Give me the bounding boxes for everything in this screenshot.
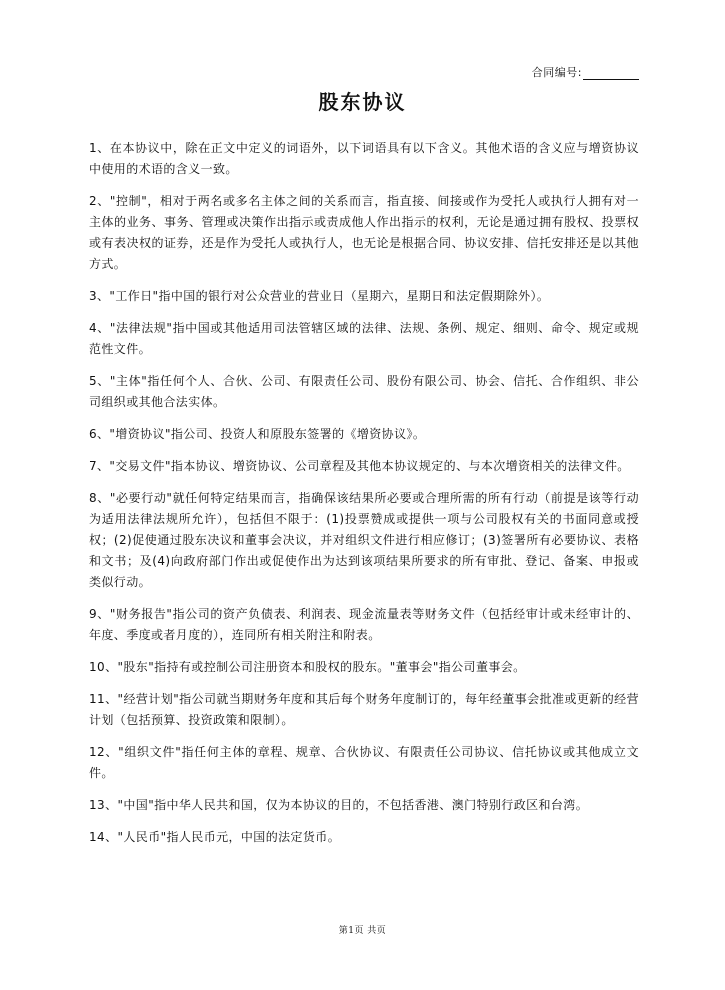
clause-1: 1、在本协议中，除在正文中定义的词语外，以下词语具有以下含义。其他术语的含义应与增资协议中使用的术语的含义一致。 <box>89 141 639 176</box>
clause-14: 14、"人民币"指人民币元，中国的法定货币。 <box>89 830 341 844</box>
contract-number-field <box>532 64 639 80</box>
clause-list <box>89 138 639 859</box>
clause-8: 8、"必要行动"就任何特定结果而言，指确保该结果所必要或合理所需的所有行动（前提是该等行动为适用法律法规所允许），包括但不限于：(1)投票赞成或提供一项与公司股权有关的书面同意或授权；(2)促使通过股东决议和董事会决议，并对组织文件进行相应修订；(3)签署所有必要协议、表格和文书；及(4)向政府部门作出或促使作出为达到该项结果所要求的所有审批、登记、备案、申报或类似行动。 <box>89 491 639 589</box>
document-title: 股东协议 <box>318 90 407 114</box>
contract-number-blank-line <box>583 67 639 80</box>
clause-3: 3、"工作日"指中国的银行对公众营业的营业日（星期六，星期日和法定假期除外）。 <box>89 289 550 303</box>
page-footer: 第1页 共页 <box>338 926 387 936</box>
clause-7: 7、"交易文件"指本协议、增资协议、公司章程及其他本协议规定的、与本次增资相关的法律文件。 <box>89 459 630 473</box>
clause-2: 2、"控制"，相对于两名或多名主体之间的关系而言，指直接、间接或作为受托人或执行人拥有对一主体的业务、事务、管理或决策作出指示或责成他人作出指示的权利，无论是通过拥有股权、投票权或有表决权的证券，还是作为受托人或执行人，也无论是根据合同、协议安排、信托安排还是以其他方式。 <box>89 194 639 271</box>
clause-6: 6、"增资协议"指公司、投资人和原股东签署的《增资协议》。 <box>89 427 426 441</box>
clause-10: 10、"股东"指持有或控制公司注册资本和股权的股东。"董事会"指公司董事会。 <box>89 660 526 674</box>
contract-number-label: 合同编号: <box>531 66 582 79</box>
clause-9: 9、"财务报告"指公司的资产负债表、利润表、现金流量表等财务文件（包括经审计或未经审计的、年度、季度或者月度的），连同所有相关附注和附表。 <box>89 607 639 642</box>
clause-12: 12、"组织文件"指任何主体的章程、规章、合伙协议、有限责任公司协议、信托协议或其他成立文件。 <box>89 745 639 780</box>
clause-11: 11、"经营计划"指公司就当期财务年度和其后每个财务年度制订的，每年经董事会批准或更新的经营计划（包括预算、投资政策和限制）。 <box>89 692 639 727</box>
clause-5: 5、"主体"指任何个人、合伙、公司、有限责任公司、股份有限公司、协会、信托、合作组织、非公司组织或其他合法实体。 <box>89 374 639 409</box>
clause-4: 4、"法律法规"指中国或其他适用司法管辖区域的法律、法规、条例、规定、细则、命令、规定或规范性文件。 <box>89 321 639 356</box>
clause-13: 13、"中国"指中华人民共和国，仅为本协议的目的，不包括香港、澳门特别行政区和台湾。 <box>89 798 589 812</box>
